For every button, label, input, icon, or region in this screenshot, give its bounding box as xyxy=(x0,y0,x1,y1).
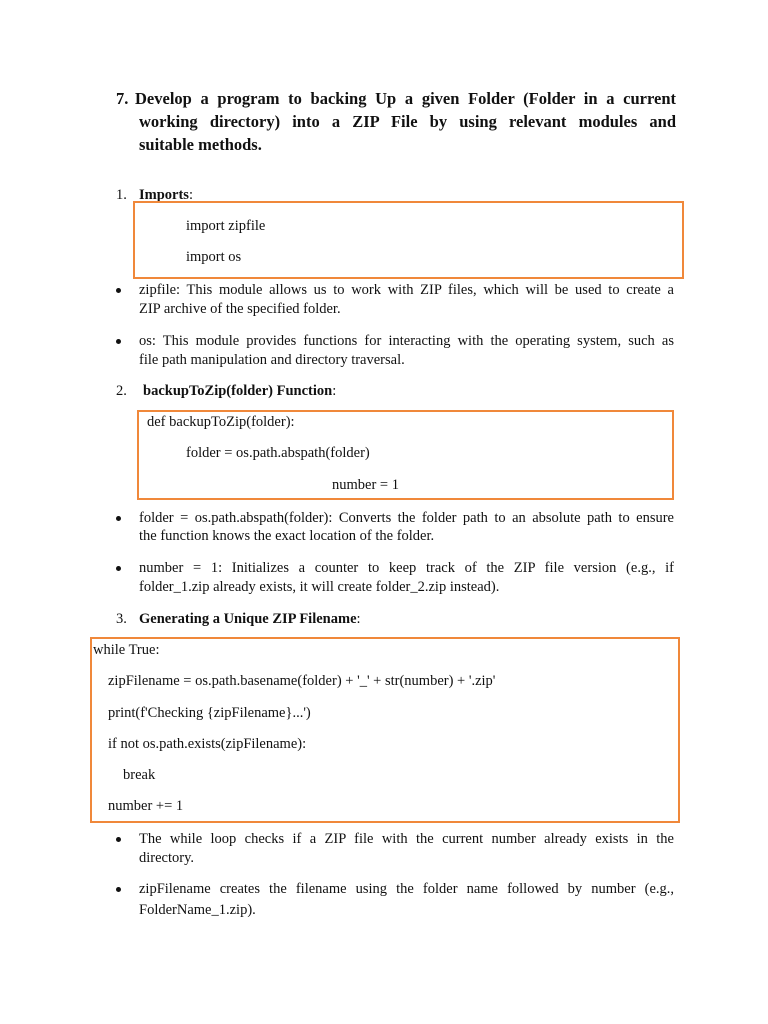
bullet-line: the function knows the exact location of the folder. xyxy=(139,528,435,544)
section3-title: Generating a Unique ZIP Filename xyxy=(139,611,357,627)
heading-line-1: Develop a program to backing Up a given Folder (Folder in a current xyxy=(135,89,676,108)
bullet-line: folder = os.path.abspath(folder): Converts the folder path to an absolute path to ensure xyxy=(139,510,674,526)
bullet-line: file path manipulation and directory traversal. xyxy=(139,352,405,368)
section3-heading xyxy=(139,611,361,628)
bullet-icon xyxy=(116,339,121,344)
bullet-icon xyxy=(116,566,121,571)
code-line: import zipfile xyxy=(186,218,266,234)
bullet-line: directory. xyxy=(139,850,195,866)
bullet-icon xyxy=(116,837,121,842)
section2-title: backupToZip(folder) Function xyxy=(143,383,333,399)
bullet-line: zipfile: This module allows us to work with ZIP files, which will be used to create a xyxy=(139,282,674,298)
bullet-line: folder_1.zip already exists, it will create folder_2.zip instead). xyxy=(139,579,500,595)
code-line: zipFilename = os.path.basename(folder) + '_' + str(number) + '.zip' xyxy=(108,673,496,689)
bullet-line: The while loop checks if a ZIP file with the current number already exists in the xyxy=(139,831,674,847)
heading-line-2: working directory) into a ZIP File by using relevant modules and xyxy=(139,112,676,131)
code-line: print(f'Checking {zipFilename}...') xyxy=(108,705,311,721)
code-line: import os xyxy=(186,249,242,265)
bullet-line: zipFilename creates the filename using the folder name followed by number (e.g., xyxy=(139,881,674,897)
section3-number: 3. xyxy=(116,611,127,627)
heading-line-3: suitable methods. xyxy=(139,135,262,154)
code-box-loop xyxy=(90,637,680,823)
section2-suffix: : xyxy=(332,383,337,399)
section1-number: 1. xyxy=(116,187,127,203)
bullet-icon xyxy=(116,288,121,293)
code-line: while True: xyxy=(93,642,160,658)
code-box-imports xyxy=(133,201,684,279)
bullet-line: os: This module provides functions for interacting with the operating system, such as xyxy=(139,333,674,349)
section2-number: 2. xyxy=(116,383,127,399)
code-line: def backupToZip(folder): xyxy=(147,414,295,430)
code-line: number += 1 xyxy=(108,798,184,814)
code-line: break xyxy=(123,767,156,783)
section2-heading xyxy=(143,383,336,400)
question-number: 7. xyxy=(116,89,129,108)
bullet-icon xyxy=(116,887,121,892)
bullet-line: number = 1: Initializes a counter to keep track of the ZIP file version (e.g., if xyxy=(139,560,674,576)
code-line: number = 1 xyxy=(332,477,399,493)
section1-suffix: : xyxy=(188,187,193,203)
bullet-line: FolderName_1.zip). xyxy=(139,902,256,918)
bullet-icon xyxy=(116,516,121,521)
section1-title: Imports xyxy=(139,187,189,203)
code-line: if not os.path.exists(zipFilename): xyxy=(108,736,307,752)
section3-suffix: : xyxy=(356,611,361,627)
bullet-line: ZIP archive of the specified folder. xyxy=(139,301,341,317)
code-line: folder = os.path.abspath(folder) xyxy=(186,445,370,461)
